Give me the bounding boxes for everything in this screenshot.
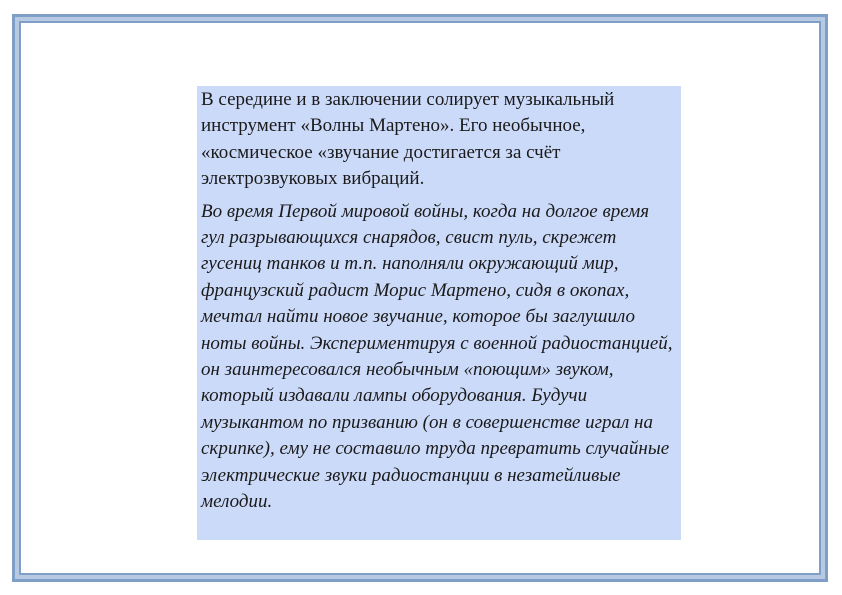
text-box	[197, 86, 681, 540]
intro-paragraph: В середине и в заключении солирует музыкальный инструмент «Волны Мартено». Его необычное, «космическое «звучание достигается за счёт электрозвуковых вибраций.	[201, 89, 615, 190]
story-paragraph: Во время Первой мировой войны, когда на долгое время гул разрывающихся снарядов, свист пуль, скрежет гусениц танков и т.п. наполняли окружающий мир, французский радист Морис Мартено, сидя в окопах, мечтал найти новое звучание, которое бы заглушило ноты войны. Экспериментируя с военной радиостанцией, он заинтересовался необычным «поющим» звуком, который издавали лампы оборудования. Будучи музыкантом по призванию (он в совершенстве играл на скрипке), ему не составило труда превратить случайные электрические звуки радиостанции в незатейливые мелодии.	[201, 200, 673, 513]
